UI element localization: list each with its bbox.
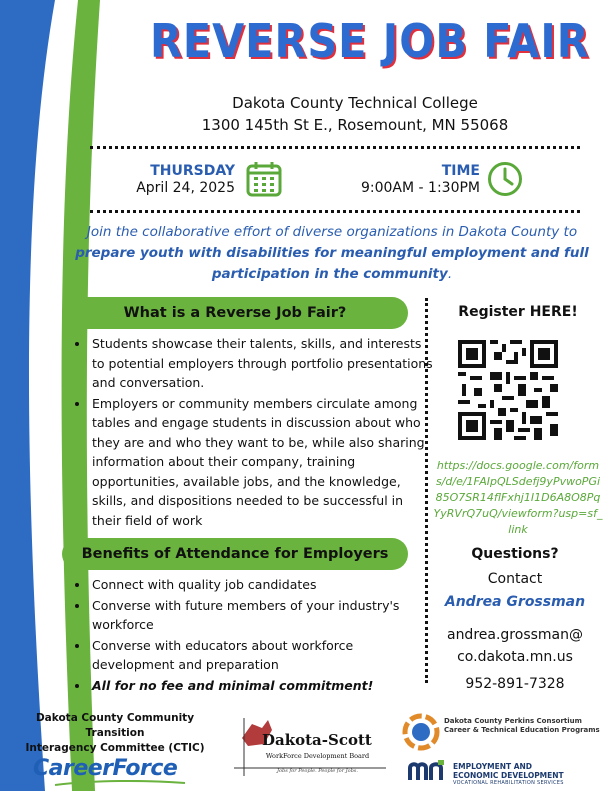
mn-logo-icon bbox=[408, 760, 448, 782]
dakota-scott-tagline: Jobs for People. People for Jobs. bbox=[277, 768, 358, 774]
calendar-icon bbox=[245, 160, 283, 198]
benefits-heading: Benefits of Attendance for Employers bbox=[62, 538, 408, 570]
perkins-consortium-name bbox=[444, 717, 600, 735]
intro-statement bbox=[72, 222, 592, 285]
intro-emphasis: prepare youth with disabilities for meaningful employment and full participation in the community bbox=[75, 245, 589, 282]
dakota-scott-subtitle: WorkForce Development Board bbox=[265, 752, 370, 760]
mn-line-1: EMPLOYMENT AND bbox=[453, 762, 533, 771]
contact-email[interactable] bbox=[430, 624, 600, 668]
list-item: • Students showcase their talents, skills, and interests to potential employers through portfolio presentations and conversation. bbox=[90, 334, 435, 393]
careerforce-logo: CareerForce bbox=[33, 756, 178, 781]
register-heading: Register HERE! bbox=[458, 304, 578, 320]
mn-deed-subtitle: VOCATIONAL REHABILITATION SERVICES bbox=[453, 780, 564, 786]
page-title: REVERSE JOB FAIR bbox=[150, 14, 590, 68]
benefits-list bbox=[72, 575, 435, 696]
qr-code[interactable] bbox=[458, 340, 558, 440]
dotted-divider-middle bbox=[90, 210, 580, 213]
list-item: • Connect with quality job candidates bbox=[90, 575, 435, 595]
list-item: • Converse with future members of your industry's workforce bbox=[90, 596, 435, 635]
perkins-line-2: Career & Technical Education Programs bbox=[444, 726, 600, 734]
contact-label: Contact bbox=[487, 571, 543, 587]
venue-block bbox=[130, 92, 580, 136]
time-label: TIME bbox=[441, 163, 480, 179]
intro-text-start: Join the collaborative effort of diverse organizations in Dakota County to bbox=[86, 224, 578, 240]
mn-line-2: ECONOMIC DEVELOPMENT bbox=[453, 771, 564, 780]
event-date: April 24, 2025 bbox=[136, 180, 235, 196]
dotted-divider-vertical bbox=[425, 298, 428, 683]
ctic-line-2: Interagency Committee (CTIC) bbox=[25, 742, 205, 754]
what-is-list bbox=[72, 334, 435, 531]
list-item: • Converse with educators about workforce development and preparation bbox=[90, 636, 435, 675]
ctic-name bbox=[10, 711, 220, 756]
dotted-divider-top bbox=[90, 146, 580, 149]
clock-icon bbox=[486, 160, 524, 198]
perkins-logo-icon bbox=[402, 713, 440, 751]
list-item: • Employers or community members circulate among tables and engage students in discussion about who they are and who they want to be, while also sharing information about their company, training opportunities, available jobs, and the knowledge, skills, and dispositions needed to be successful in their field of work bbox=[90, 394, 435, 531]
mn-deed-name bbox=[453, 762, 564, 780]
list-item-highlight: • All for no fee and minimal commitment! bbox=[90, 676, 435, 696]
day-label: THURSDAY bbox=[150, 163, 235, 179]
questions-label: Questions? bbox=[471, 546, 559, 562]
venue-address: 1300 145th St E., Rosemount, MN 55068 bbox=[201, 116, 509, 134]
contact-phone[interactable]: 952-891-7328 bbox=[465, 676, 565, 692]
what-is-heading: What is a Reverse Job Fair? bbox=[62, 297, 408, 329]
dakota-scott-title: Dakota-Scott bbox=[262, 731, 372, 749]
email-line-1: andrea.grossman@ bbox=[446, 627, 583, 643]
contact-name: Andrea Grossman bbox=[444, 594, 586, 610]
event-time: 9:00AM - 1:30PM bbox=[360, 180, 480, 196]
registration-link[interactable]: https://docs.google.com/forms/d/e/1FAIpQLSdefj9yPvwoPGi85O7SR14flFxhj1I1D6A8O8PqYyRVrQ7uQ/viewform?usp=sf_link bbox=[433, 459, 603, 536]
careerforce-swoosh bbox=[55, 780, 185, 786]
venue-name: Dakota County Technical College bbox=[232, 94, 478, 112]
ctic-line-1: Dakota County Community Transition bbox=[35, 712, 195, 739]
email-line-2: co.dakota.mn.us bbox=[457, 649, 573, 665]
intro-text-end: . bbox=[447, 266, 453, 282]
perkins-line-1: Dakota County Perkins Consortium bbox=[444, 717, 582, 725]
